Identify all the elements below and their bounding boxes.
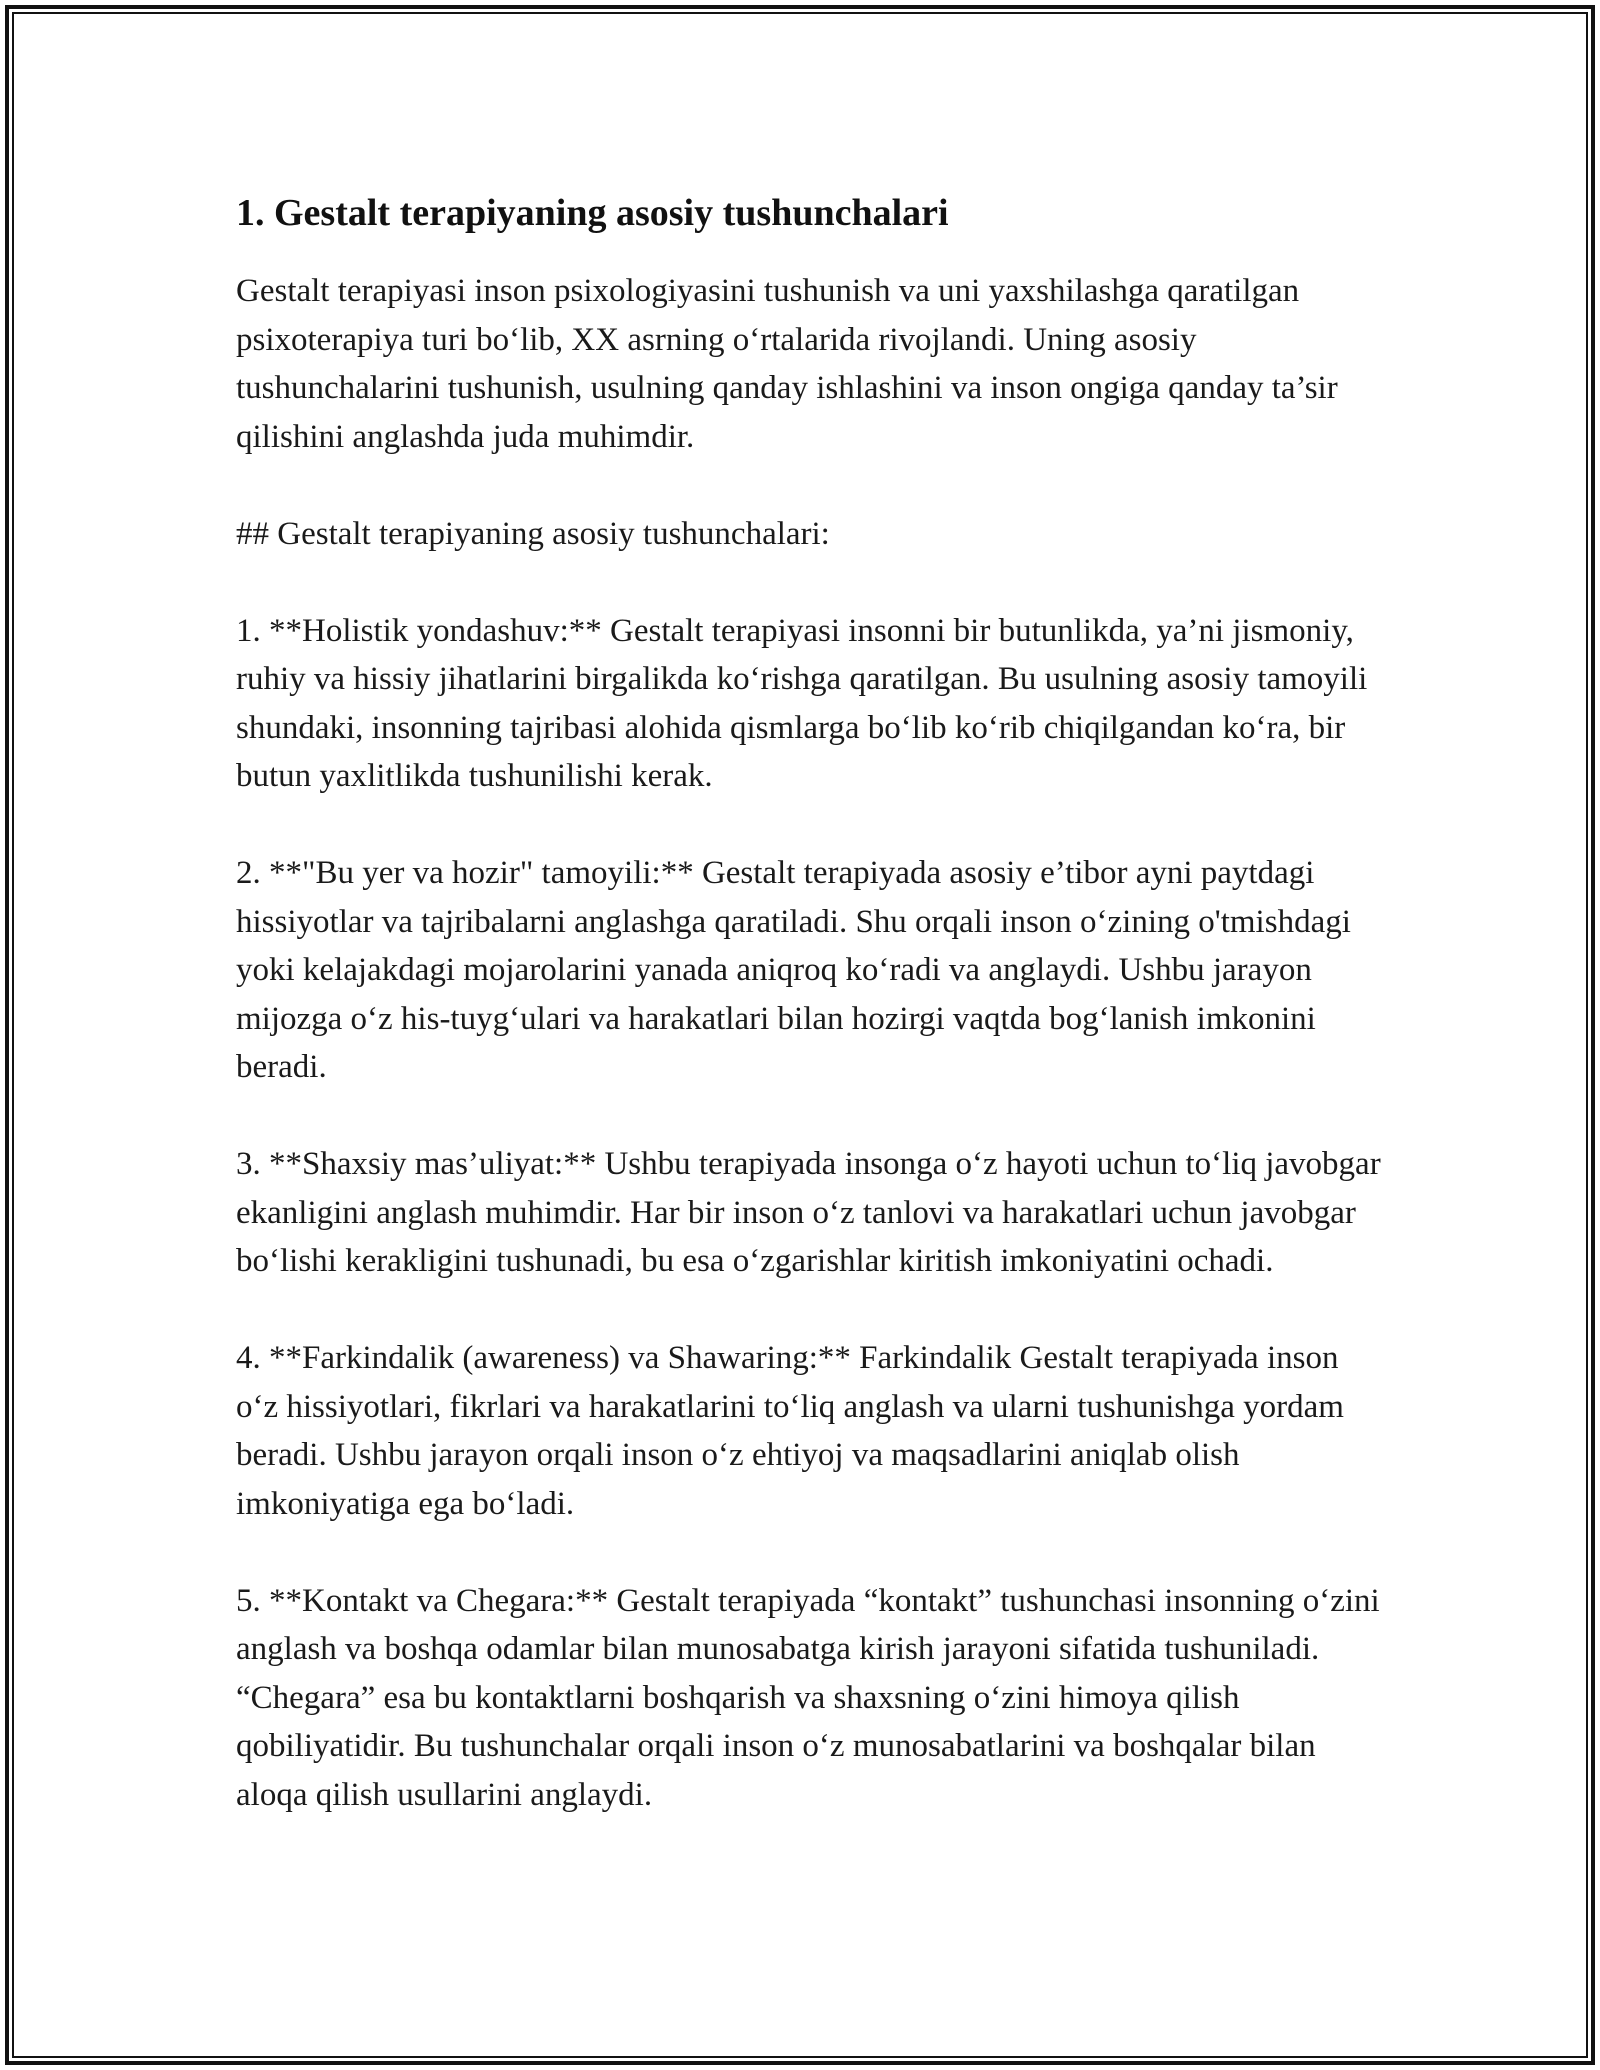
intro-paragraph: Gestalt terapiyasi inson psixologiyasini tushunish va uni yaxshilashga qaratilgan psixoterapiya turi bo‘lib, XX asrning o‘rtalarida rivojlandi. Uning asosiy tushunchalarini tushunish, usulning qanday ishlashini va inson ongiga qanday ta’sir qilishini anglashda juda muhimdir.: [236, 273, 1338, 455]
list-item-here-and-now: 2. **"Bu yer va hozir" tamoyili:** Gestalt terapiyada asosiy e’tibor ayni paytdagi hissiyotlar va tajribalarni anglashga qaratiladi. Shu orqali inson o‘zining o'tmishdagi yoki kelajakdagi mojarolarini yanada aniqroq ko‘radi va anglaydi. Ushbu jarayon mijozga o‘z his-tuyg‘ulari va harakatlari bilan hozirgi vaqtda bog‘lanish imkonini beradi.: [236, 855, 1351, 1085]
list-item-contact-boundary: 5. **Kontakt va Chegara:** Gestalt terapiyada “kontakt” tushunchasi insonning o‘zini anglash va boshqa odamlar bilan munosabatga kirish jarayoni sifatida tushuniladi. “Chegara” esa bu kontaktlarni boshqarish va shaxsning o‘zini himoya qilish qobiliyatidir. Bu tushunchalar orqali inson o‘z munosabatlarini va boshqalar bilan aloqa qilish usullarini anglaydi.: [236, 1582, 1380, 1813]
document-title: 1. Gestalt terapiyaning asosiy tushunchalari: [236, 192, 949, 234]
document-body: [236, 186, 1386, 1868]
list-item-holistic-approach: 1. **Holistik yondashuv:** Gestalt terapiyasi insonni bir butunlikda, ya’ni jismoniy, ruhiy va hissiy jihatlarini birgalikda ko‘rishga qaratilgan. Bu usulning asosiy tamoyili shundaki, insonning tajribasi alohida qismlarga bo‘lib ko‘rib chiqilgandan ko‘ra, bir butun yaxlitlikda tushunilishi kerak.: [236, 612, 1368, 794]
section-heading-markdown: ## Gestalt terapiyaning asosiy tushunchalari:: [236, 515, 830, 552]
list-item-personal-responsibility: 3. **Shaxsiy mas’uliyat:** Ushbu terapiyada insonga o‘z hayoti uchun to‘liq javobgar ekanligini anglash muhimdir. Har bir inson o‘z tanlovi va harakatlari uchun javobgar bo‘lishi kerakligini tushunadi, bu esa o‘zgarishlar kiritish imkoniyatini ochadi.: [236, 1146, 1381, 1279]
list-item-awareness: 4. **Farkindalik (awareness) va Shawaring:** Farkindalik Gestalt terapiyada inson o‘z hissiyotlari, fikrlari va harakatlarini to‘liq anglash va ularni tushunishga yordam beradi. Ushbu jarayon orqali inson o‘z ehtiyoj va maqsadlarini aniqlab olish imkoniyatiga ega bo‘ladi.: [236, 1340, 1344, 1522]
